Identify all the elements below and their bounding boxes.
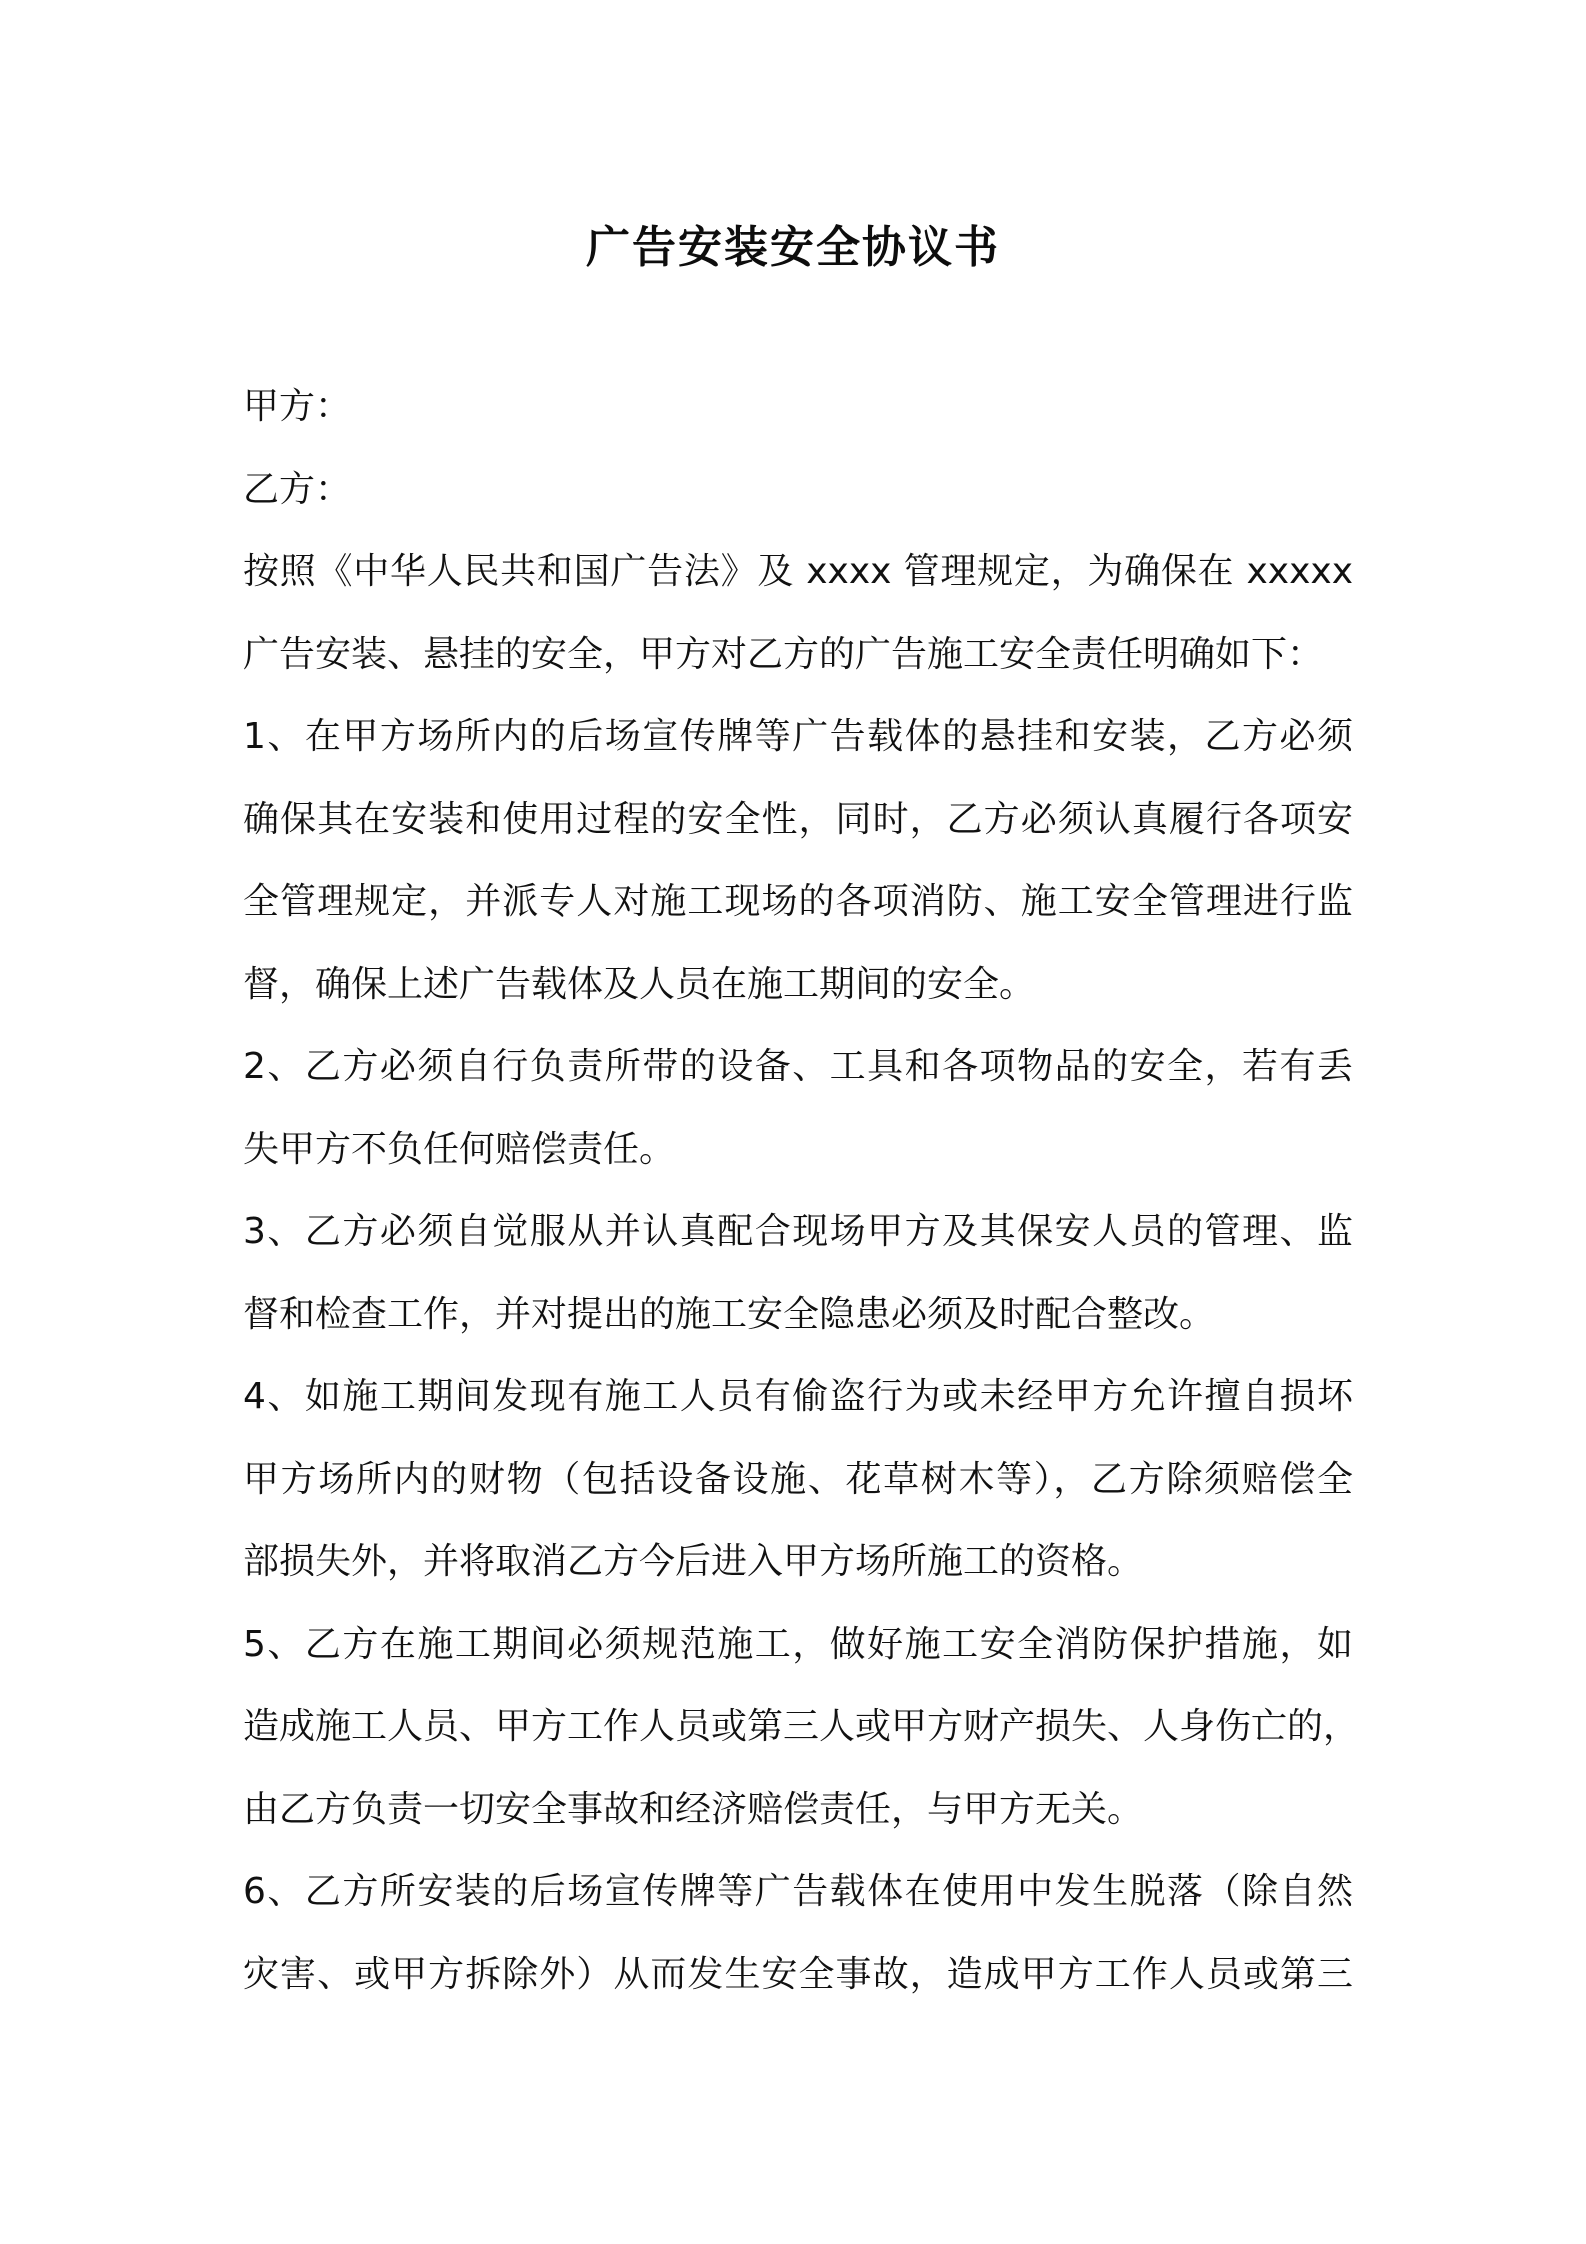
clause-4-line: 4、如施工期间发现有施工人员有偷盗行为或未经甲方允许擅自损坏 [243, 1376, 1353, 1417]
clause-4-line: 甲方场所内的财物（包括设备设施、花草树木等），乙方除须赔偿全 [243, 1458, 1353, 1500]
clause-5-line: 5、乙方在施工期间必须规范施工，做好施工安全消防保护措施，如 [243, 1623, 1353, 1665]
party-a-line: 甲方： [243, 386, 352, 427]
clause-5-line: 由乙方负责一切安全事故和经济赔偿责任，与甲方无关。 [243, 1788, 1144, 1830]
clause-5-line: 造成施工人员、甲方工作人员或第三人或甲方财产损失、人身伤亡的， [243, 1706, 1360, 1747]
clause-1-line: 督，确保上述广告载体及人员在施工期间的安全。 [243, 963, 1036, 1005]
clause-3-line: 督和检查工作，并对提出的施工安全隐患必须及时配合整改。 [243, 1293, 1216, 1335]
document-title: 广告安装安全协议书 [586, 222, 1000, 273]
party-b-line: 乙方： [243, 468, 352, 510]
clause-6-line: 6、乙方所安装的后场宣传牌等广告载体在使用中发生脱落（除自然 [243, 1871, 1353, 1912]
clause-2-line: 2、乙方必须自行负责所带的设备、工具和各项物品的安全，若有丢 [243, 1046, 1353, 1087]
clause-6-line: 灾害、或甲方拆除外）从而发生安全事故，造成甲方工作人员或第三 [243, 1953, 1353, 1995]
clause-1-line: 1、在甲方场所内的后场宣传牌等广告载体的悬挂和安装，乙方必须 [243, 716, 1353, 757]
document-body [243, 366, 1360, 2016]
clause-3-line: 3、乙方必须自觉服从并认真配合现场甲方及其保安人员的管理、监 [243, 1211, 1353, 1252]
clause-4-line: 部损失外，并将取消乙方今后进入甲方场所施工的资格。 [243, 1541, 1144, 1582]
intro-line: 广告安装、悬挂的安全，甲方对乙方的广告施工安全责任明确如下： [243, 633, 1324, 675]
clause-1-line: 确保其在安装和使用过程的安全性，同时，乙方必须认真履行各项安 [243, 798, 1353, 840]
intro-line: 按照《中华人民共和国广告法》及 xxxx 管理规定，为确保在 xxxxx [243, 551, 1353, 592]
clause-1-line: 全管理规定，并派专人对施工现场的各项消防、施工安全管理进行监 [243, 881, 1353, 922]
clause-2-line: 失甲方不负任何赔偿责任。 [243, 1128, 676, 1170]
